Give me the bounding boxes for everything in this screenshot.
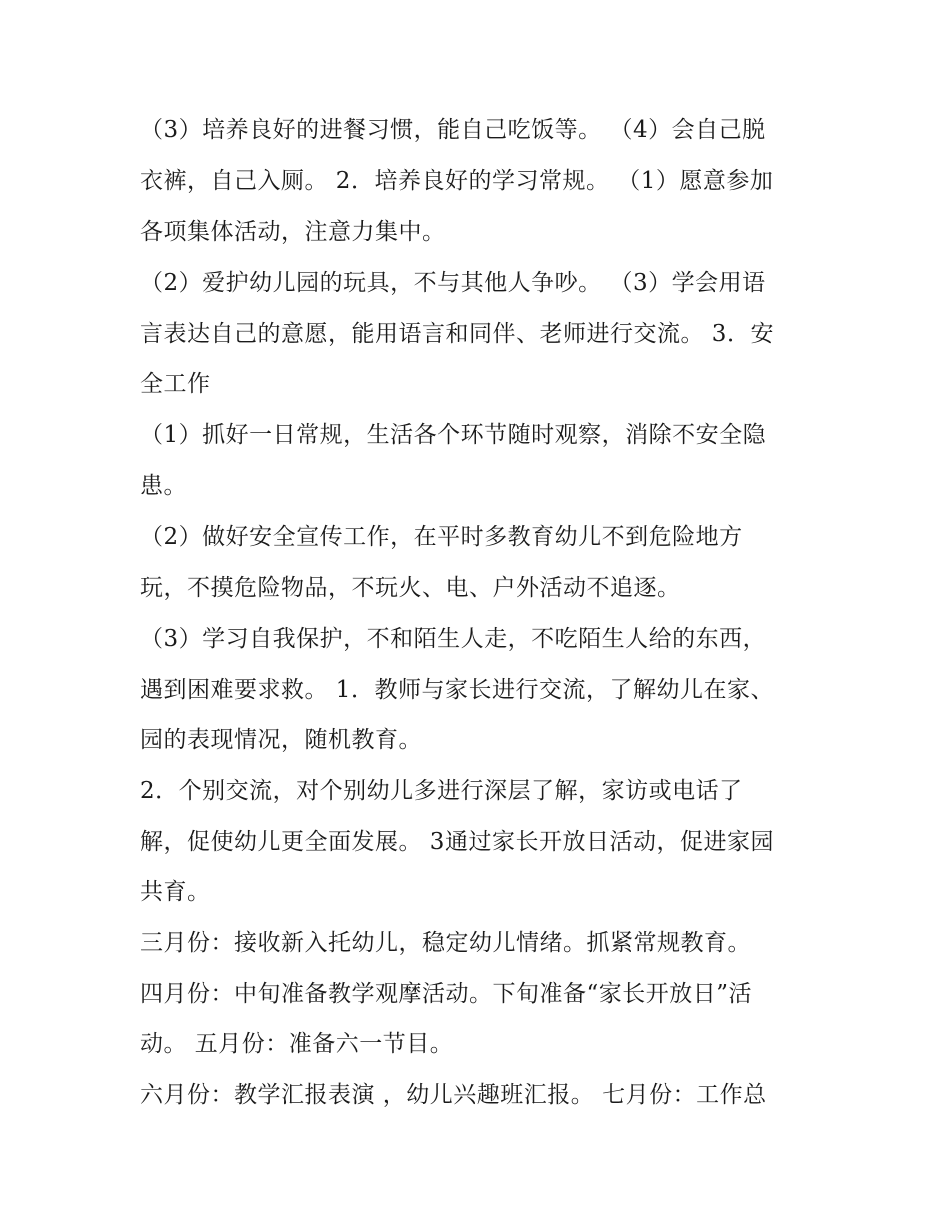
text-line-6: 全工作 [140, 371, 211, 397]
text-line-13: 园的表现情况，随机教育。 [140, 727, 422, 753]
text-line-4: （2）爱护幼儿园的玩具，不与其他人争吵。 （3）学会用语 [140, 270, 766, 296]
text-line-1: （3）培养良好的进餐习惯，能自己吃饭等。 （4）会自己脱 [140, 117, 766, 143]
text-line-10: 玩，不摸危险物品，不玩火、电、户外活动不追逐。 [140, 575, 681, 601]
text-line-8: 患。 [140, 473, 187, 499]
text-line-18: 四月份：中旬准备教学观摩活动。下旬准备“家长开放日”活 [140, 981, 753, 1007]
text-line-19: 动。 五月份：准备六一节目。 [140, 1031, 454, 1057]
text-line-9: （2）做好安全宣传工作，在平时多教育幼儿不到危险地方 [140, 524, 743, 550]
text-line-7: （1）抓好一日常规，生活各个环节随时观察，消除不安全隐 [140, 422, 767, 448]
text-line-11: （3）学习自我保护，不和陌生人走，不吃陌生人给的东西， [140, 626, 767, 652]
text-line-3: 各项集体活动，注意力集中。 [140, 219, 446, 245]
text-line-2: 衣裤，自己入厕。 2．培养良好的学习常规。 （1）愿意参加 [140, 168, 774, 194]
text-line-14: 2．个别交流，对个别幼儿多进行深层了解，家访或电话了 [140, 778, 743, 804]
text-line-16: 共育。 [140, 879, 211, 905]
text-line-17: 三月份：接收新入托幼儿，稳定幼儿情绪。抓紧常规教育。 [140, 930, 751, 956]
text-line-15: 解，促使幼儿更全面发展。 3通过家长开放日活动，促进家园 [140, 829, 774, 855]
text-line-20: 六月份：教学汇报表演 ，幼儿兴趣班汇报。 七月份：工作总 [140, 1082, 767, 1108]
text-line-5: 言表达自己的意愿，能用语言和同伴、老师进行交流。 3．安 [140, 321, 774, 347]
text-line-12: 遇到困难要求救。 1．教师与家长进行交流，了解幼儿在家、 [140, 677, 774, 703]
